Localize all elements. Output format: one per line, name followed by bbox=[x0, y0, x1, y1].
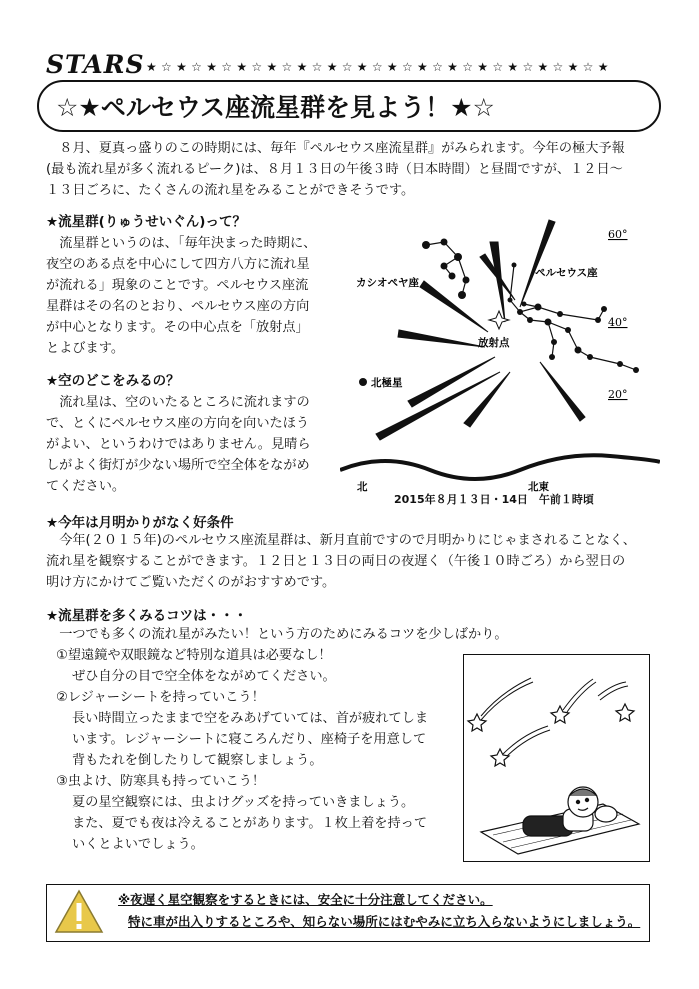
horizon-line bbox=[340, 455, 660, 479]
intro-line: (最も流れ星が多く流れるピーク)は、８月１３日の午後３時（日本時間）と昼間ですが、１２日～ bbox=[46, 162, 623, 177]
body-line: 流れ星は、空のいたるところに流れますの bbox=[59, 395, 310, 410]
body-line: で、とくにペルセウス座の方向を向いたほう bbox=[46, 416, 310, 431]
body-line: 星群はその名のとおり、ペルセウス座の方向 bbox=[46, 299, 310, 314]
sky-chart bbox=[340, 212, 660, 502]
body-line: 流れ星を観察することができます。１２日と１３日の両日の夜遅く（午後１０時ごろ）から翌日の bbox=[46, 554, 626, 569]
body-line: 今年(２０１５年)のペルセウス座流星群は、新月直前ですので月明かりにじゃまされることなく、 bbox=[59, 533, 636, 548]
tip-line: 夏の星空観察には、虫よけグッズを持っていきましょう。 bbox=[72, 795, 415, 810]
body-line: が中心となります。その中心点を「放射点」 bbox=[46, 320, 309, 335]
northeast-label: 北東 bbox=[528, 481, 549, 493]
body-line: が流れる」現象のことです。ペルセウス座流 bbox=[46, 278, 309, 293]
stars-logo: STARS bbox=[46, 50, 145, 79]
tip-title: ③虫よけ、防寒具も持っていこう！ bbox=[56, 774, 266, 789]
body-line: 流星群というのは、「毎年決まった時期に、 bbox=[59, 236, 317, 251]
tip-title: ②レジャーシートを持っていこう！ bbox=[56, 690, 265, 705]
body-line: がよい、というわけではありません。見晴ら bbox=[46, 437, 311, 452]
tip-line: 背もたれを倒したりして観察しましょう。 bbox=[72, 753, 323, 768]
cassiopeia-label: カシオペヤ座 bbox=[356, 277, 419, 289]
tip-line: 長い時間立ったままで空をみあげていては、首が疲れてしま bbox=[72, 711, 429, 726]
meteor-streak bbox=[540, 362, 585, 421]
caution-line-2: 特に車が出入りするところや、知らない場所にはむやみに立ち入らないようにしましょう。 bbox=[128, 914, 641, 929]
body-line: 夜空のある点を中心にして四方八方に流れ星 bbox=[46, 257, 310, 272]
tip-line: また、夏でも夜は冷えることがあります。１枚上着を持って bbox=[72, 816, 428, 831]
tip-title: ①望遠鏡や双眼鏡など特別な道具は必要なし！ bbox=[56, 648, 332, 663]
body-line: とよびます。 bbox=[46, 341, 125, 356]
body-line: しがよく街灯が少ない場所で空全体をながめ bbox=[46, 458, 310, 473]
stargazing-illustration bbox=[463, 654, 650, 862]
polaris-label: 北極星 bbox=[371, 377, 403, 389]
meteor-streak bbox=[464, 372, 510, 427]
tip-line: います。レジャーシートに寝ころんだり、座椅子を用意して bbox=[72, 732, 427, 747]
section-body-what bbox=[46, 233, 316, 359]
altitude-40-label: 40° bbox=[608, 316, 628, 329]
star-decoration-row: ★☆★☆★☆★☆★☆★☆★☆★☆★☆★☆★☆★☆★☆★☆★☆★ bbox=[146, 60, 613, 74]
tips-intro: 一つでも多くの流れ星がみたい！という方のためにみるコツを少しばかり。 bbox=[59, 627, 508, 642]
radiant-label: 放射点 bbox=[478, 337, 510, 349]
section-heading-what: ★流星群(りゅうせいぐん)って？ bbox=[46, 214, 246, 230]
section-heading-where: ★空のどこをみるの？ bbox=[46, 373, 180, 389]
polaris-star bbox=[359, 378, 367, 386]
perseus-label: ペルセウス座 bbox=[535, 267, 598, 279]
section-heading-tips: ★流星群を多くみるコツは・・・ bbox=[46, 608, 248, 624]
intro-paragraph bbox=[46, 138, 666, 201]
altitude-20-label: 20° bbox=[608, 388, 628, 401]
intro-line: ８月、夏真っ盛りのこの時期には、毎年『ペルセウス座流星群』がみられます。今年の極大予報 bbox=[59, 141, 625, 156]
section-body-moon bbox=[46, 530, 636, 593]
body-line: 明け方にかけてご覧いただくのがおすすめです。 bbox=[46, 575, 336, 590]
page-title: ☆★ペルセウス座流星群を見よう！★☆ bbox=[56, 93, 495, 122]
warning-icon bbox=[54, 888, 104, 936]
intro-line: １３日ごろに、たくさんの流れ星をみることができそうです。 bbox=[46, 183, 415, 198]
meteor-streaks bbox=[376, 220, 585, 440]
section-body-where bbox=[46, 392, 311, 497]
altitude-60-label: 60° bbox=[608, 228, 628, 241]
meteor-streak bbox=[520, 220, 555, 307]
section-heading-moon: ★今年は月明かりがなく好条件 bbox=[46, 515, 234, 531]
body-line: てください。 bbox=[46, 479, 126, 494]
north-label: 北 bbox=[357, 481, 368, 493]
section-body-tips bbox=[46, 624, 508, 855]
meteor-streak bbox=[398, 330, 485, 347]
tip-line: ぜひ自分の目で空全体をながめてください。 bbox=[72, 669, 336, 684]
tip-line: いくとよいでしょう。 bbox=[72, 837, 204, 852]
sky-chart-caption: 2015年８月１３日・14日 午前１時頃 bbox=[394, 493, 594, 506]
caution-line-1: ※夜遅く星空観察をするときには、安全に十分注意してください。 bbox=[118, 892, 493, 907]
meteor-streak bbox=[420, 281, 488, 332]
radiant-star-icon bbox=[489, 311, 509, 329]
